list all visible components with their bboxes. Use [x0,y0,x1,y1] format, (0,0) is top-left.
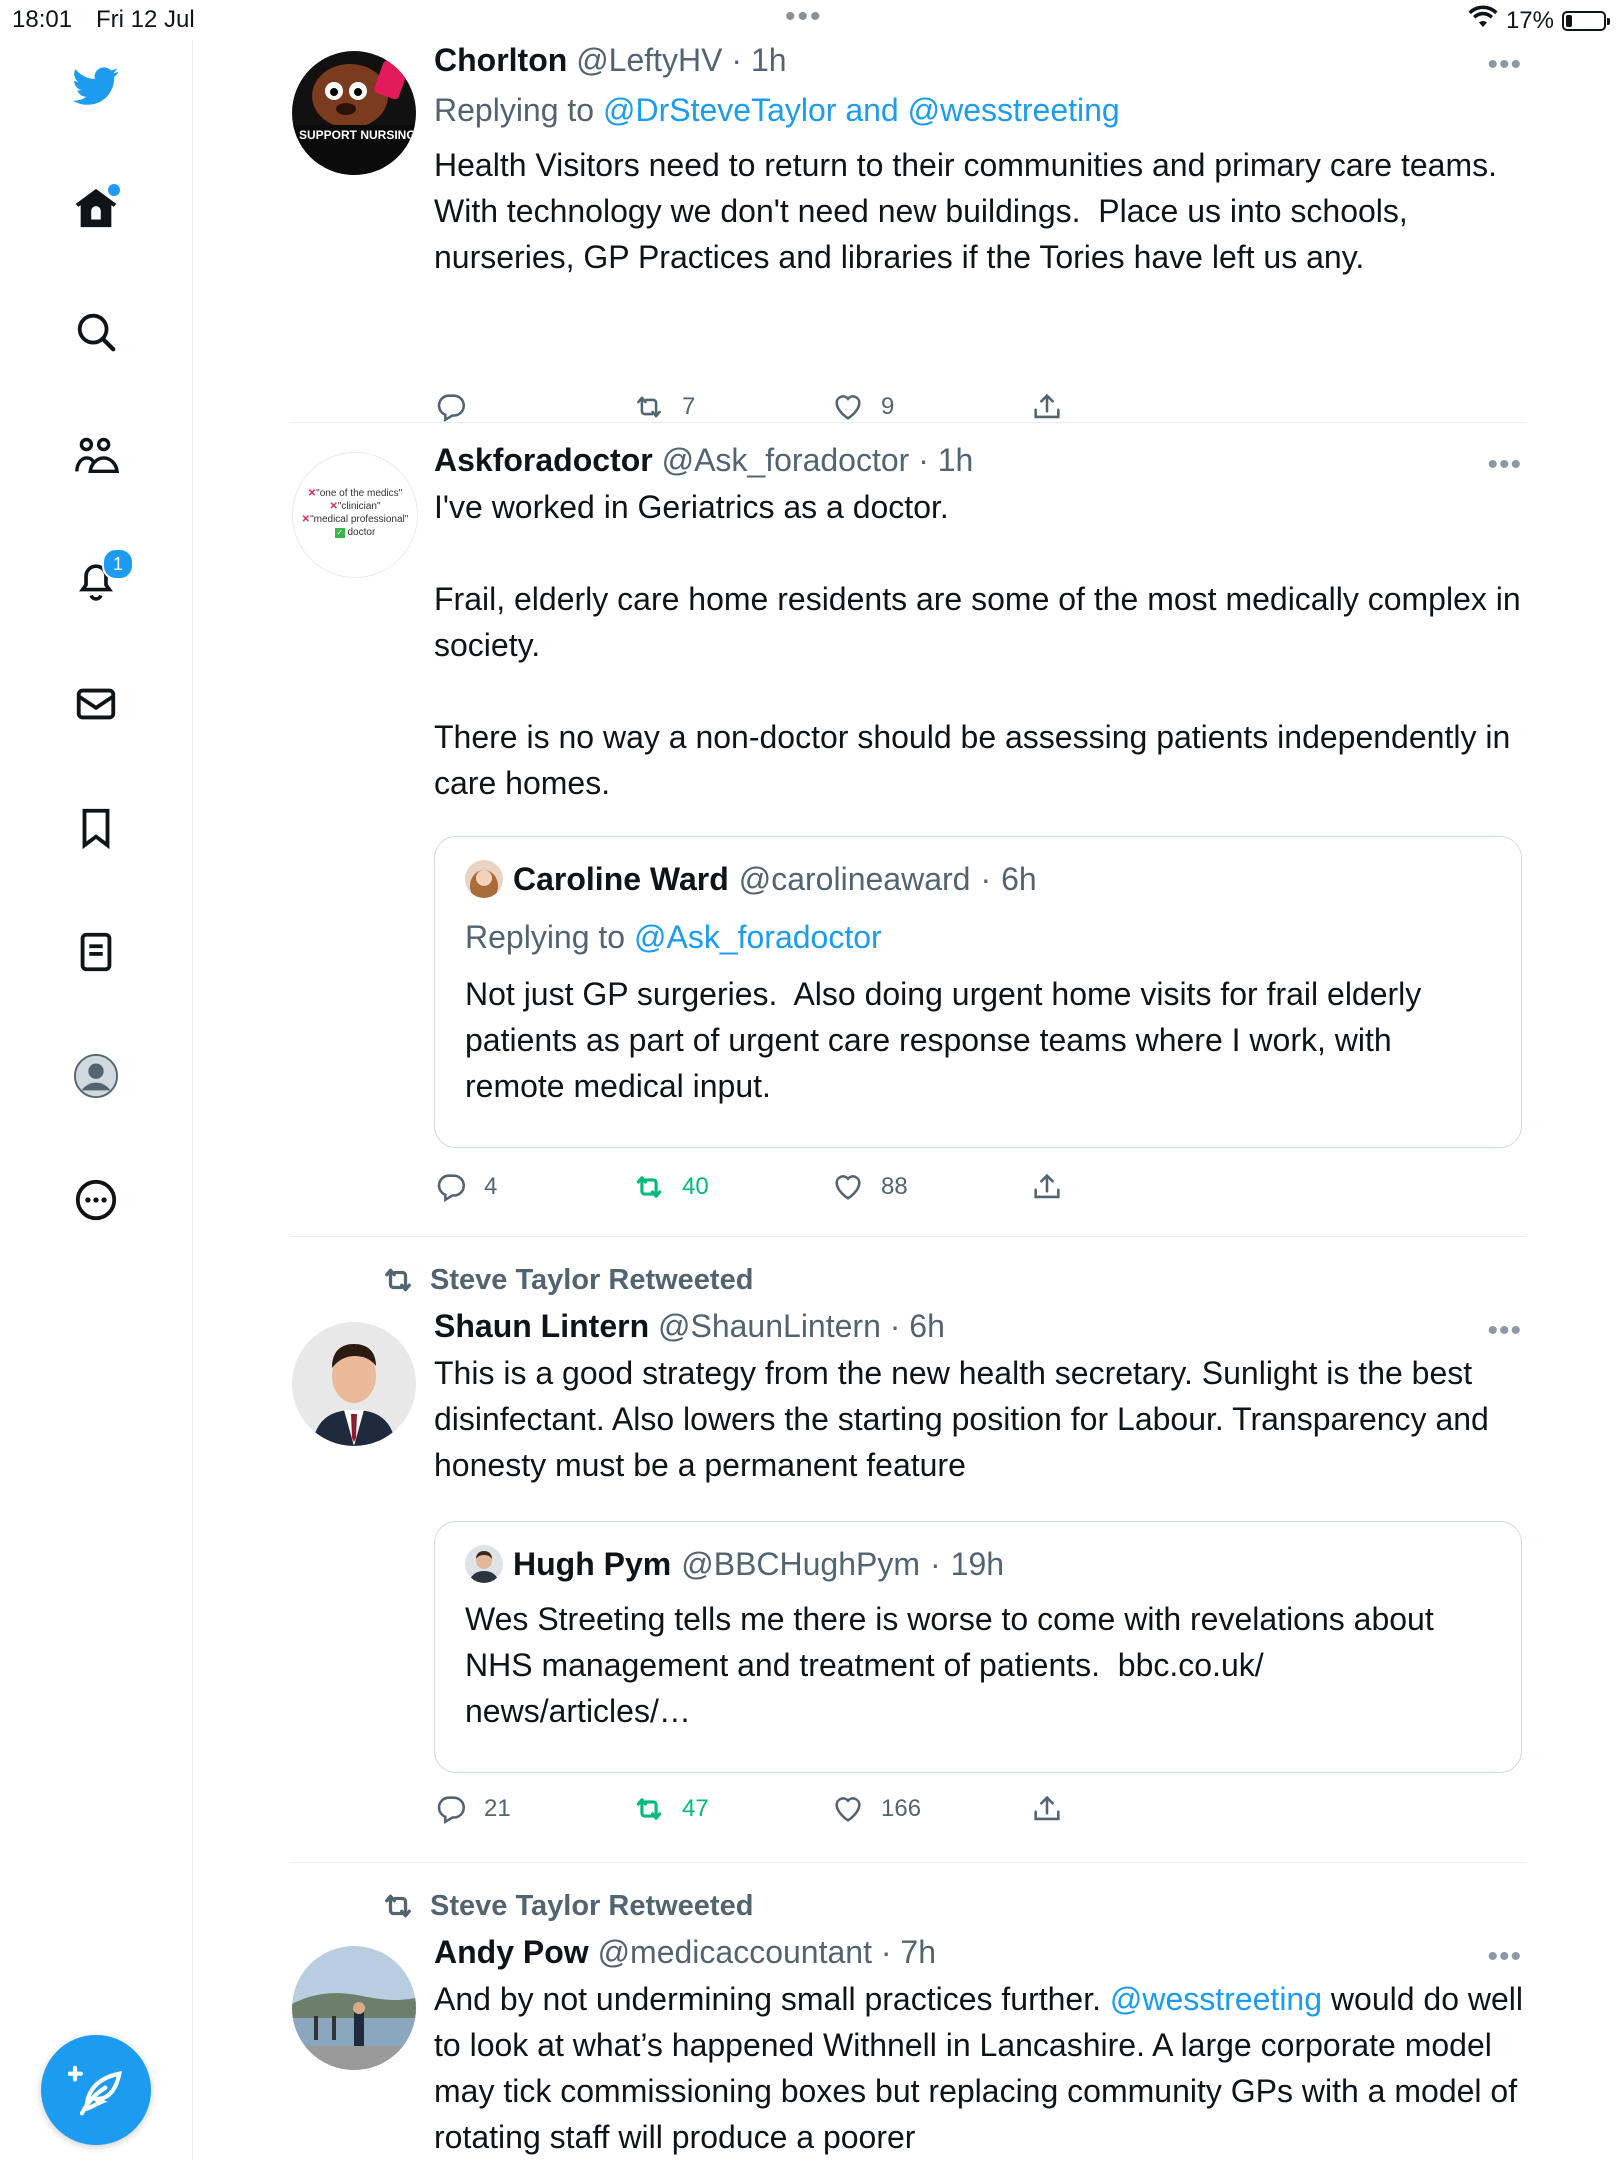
tweet-actions [434,390,1134,430]
retweet-count: 47 [682,1795,709,1822]
retweet-button[interactable] [632,1170,709,1204]
quote-avatar[interactable] [465,860,503,898]
retweet-button[interactable] [632,1792,709,1826]
retweeted-by-label: Steve Taylor Retweeted [430,1263,754,1296]
author-name[interactable]: Askforadoctor [434,442,653,478]
avatar[interactable] [292,1322,416,1446]
avatar-line: "one of the medics" [316,488,403,499]
tweet-text [434,1976,1532,2160]
replying-to-link[interactable]: @DrSteveTaylor and @wesstreeting [602,92,1120,128]
tweet-time[interactable]: 1h [937,442,974,478]
like-count: 88 [881,1173,908,1200]
avatar-line: "medical professional" [310,514,409,525]
retweet-icon [632,1170,666,1204]
heart-icon [831,390,865,424]
quote-author-name: Hugh Pym [513,1546,672,1582]
tweet-header: Chorlton @LeftyHV · 1h [434,42,787,78]
retweet-button[interactable] [632,390,695,424]
quote-text: Wes Streeting tells me there is worse to come with revelations about NHS management and treatment of patients. bbc.co.uk/ news/articles/… [465,1601,1434,1729]
quote-author-handle: @carolineaward [738,861,971,897]
tweet-time[interactable]: 6h [909,1308,945,1344]
communities-icon[interactable] [70,430,122,482]
avatar-line: doctor [347,527,376,538]
search-icon[interactable] [70,306,122,358]
tweet-header: Shaun Lintern @ShaunLintern · 6h [434,1308,945,1344]
tweet-header: Andy Pow @medicaccountant · 7h [434,1934,936,1970]
multitasking-dots-icon[interactable]: ••• [785,0,823,33]
quote-replying-to [465,917,1491,957]
retweet-icon [380,1262,416,1298]
retweet-count: 7 [682,393,696,420]
retweet-icon [632,1792,666,1826]
quote-author-handle: @BBCHughPym [681,1546,921,1582]
compose-tweet-icon [68,2062,124,2118]
tweet-divider [290,1862,1526,1863]
tweet-time[interactable]: 1h [750,42,787,78]
battery-percent: 17% [1505,6,1554,34]
tweet-actions [434,1792,1134,1832]
battery-icon [1562,11,1606,31]
retweet-icon [380,1888,416,1924]
like-button[interactable] [831,390,894,424]
more-icon[interactable] [70,1174,122,1226]
tweet-text-part: would do well to look at what’s happened Withnell in Lancashire. A large corporate model may tick commissioning boxes but replacing community GPs with a model of rotating staff will produce a poorer [434,1981,1532,2155]
author-name[interactable]: Andy Pow [434,1934,589,1970]
like-button[interactable] [831,1792,921,1826]
avatar[interactable]: ✕"one of the medics" ✕"clinician" ✕"medical professional" ✓ doctor [292,452,418,578]
tweet-divider [290,422,1526,423]
reply-icon [434,390,468,424]
tweet-text: Health Visitors need to return to their communities and primary care teams. With technology we don't need new buildings. Place us into schools, nurseries, GP Practices and libraries if the Tories have left us any. [434,147,1515,275]
like-button[interactable] [831,1170,908,1204]
home-icon[interactable] [70,182,122,234]
quote-text: Not just GP surgeries. Also doing urgent home visits for frail elderly patients as part of urgent care response teams where I work, with remote medical input. [465,976,1431,1104]
retweet-icon [632,390,666,424]
tweet-text-part: And by not undermining small practices further. [434,1981,1110,2017]
author-handle[interactable]: @medicaccountant [597,1934,872,1970]
tweet-header: Askforadoctor @Ask_foradoctor · 1h [434,442,974,478]
author-name[interactable]: Chorlton [434,42,568,78]
retweet-count: 40 [682,1173,709,1200]
tweet-time[interactable]: 7h [900,1934,936,1970]
status-bar [0,0,1620,40]
reply-icon [434,1792,468,1826]
share-button[interactable] [1030,390,1064,424]
share-button[interactable] [1030,1170,1064,1204]
lists-icon[interactable] [70,926,122,978]
replying-to-label: Replying to [434,92,595,128]
notifications-icon[interactable] [70,554,122,606]
quote-time: 6h [1001,861,1037,897]
replying-to-label: Replying to [465,919,626,955]
battery-level [1566,15,1572,27]
quoted-tweet[interactable]: Hugh Pym @BBCHughPym · 19h Wes Streeting tells me there is worse to come with revelations about NHS management and treatment of patients. bbc.co.uk/ news/articles/… [434,1521,1522,1773]
quote-avatar[interactable] [465,1545,503,1583]
tweet[interactable] [290,1888,1532,2160]
avatar-line: "clinician" [337,501,381,512]
author-handle[interactable]: @ShaunLintern [658,1308,881,1344]
share-button[interactable] [1030,1792,1064,1826]
mention-link[interactable]: @wesstreeting [1109,1981,1323,2017]
heart-icon [831,1792,865,1826]
like-count: 166 [881,1795,922,1822]
reply-button[interactable] [434,1792,511,1826]
quoted-tweet[interactable]: Caroline Ward @carolineaward · 6h Replying to @Ask_foradoctor Not just GP surgeries. Also doing urgent home visits for frail elderly patients as part of urgent care response teams where I work, with remote medical input. [434,836,1522,1148]
author-handle[interactable]: @Ask_foradoctor [661,442,910,478]
messages-icon[interactable] [70,678,122,730]
more-options-icon[interactable]: ••• [1487,448,1522,481]
reply-count: 4 [484,1173,498,1200]
tweet-actions [434,1170,1134,1210]
quote-time: 19h [950,1546,1005,1582]
tweet-text: This is a good strategy from the new health secretary. Sunlight is the best disinfectant. Also lowers the starting position for Labour. Transparency and honesty must be a permanent feature [434,1355,1498,1483]
replying-to [434,90,1526,130]
avatar-caption: I SUPPORT NURSING [292,128,416,142]
retweeted-by-label: Steve Taylor Retweeted [430,1889,754,1922]
avatar[interactable] [292,51,416,175]
home-new-dot [108,184,120,196]
status-date: Fri 12 Jul [96,6,195,33]
twitter-logo-icon[interactable] [70,60,122,112]
retweeted-by[interactable] [380,1262,753,1298]
quote-author-name: Caroline Ward [513,861,729,897]
compose-tweet-button[interactable] [41,2035,151,2145]
more-options-icon[interactable]: ••• [1487,1940,1522,1973]
profile-icon[interactable] [70,1050,122,1102]
tweet[interactable] [290,440,1526,1230]
more-options-icon[interactable]: ••• [1487,48,1522,81]
notifications-badge: 1 [102,548,134,580]
heart-icon [831,1170,865,1204]
tweet[interactable] [290,40,1526,420]
tweet-text: I've worked in Geriatrics as a doctor. Frail, elderly care home residents are some of the most medically complex in society. There is no way a non-doctor should be assessing patients independently in care homes. [434,489,1521,801]
author-name[interactable]: Shaun Lintern [434,1308,650,1344]
share-icon [1030,390,1064,424]
author-handle[interactable]: @LeftyHV [576,42,723,78]
reply-icon [434,1170,468,1204]
share-icon [1030,1170,1064,1204]
bookmarks-icon[interactable] [70,802,122,854]
tweet-divider [290,1236,1526,1237]
sidebar [0,40,193,2160]
avatar[interactable] [292,1946,416,2070]
like-count: 9 [881,393,895,420]
wifi-icon [1468,5,1498,36]
share-icon [1030,1792,1064,1826]
reply-button[interactable] [434,1170,497,1204]
retweeted-by[interactable] [380,1888,753,1924]
more-options-icon[interactable]: ••• [1487,1314,1522,1347]
tweet[interactable] [290,1262,1526,1847]
status-time: 18:01 [12,6,73,33]
reply-count: 21 [484,1795,511,1822]
reply-button[interactable] [434,390,484,424]
replying-to-link[interactable]: @Ask_foradoctor [633,919,882,955]
